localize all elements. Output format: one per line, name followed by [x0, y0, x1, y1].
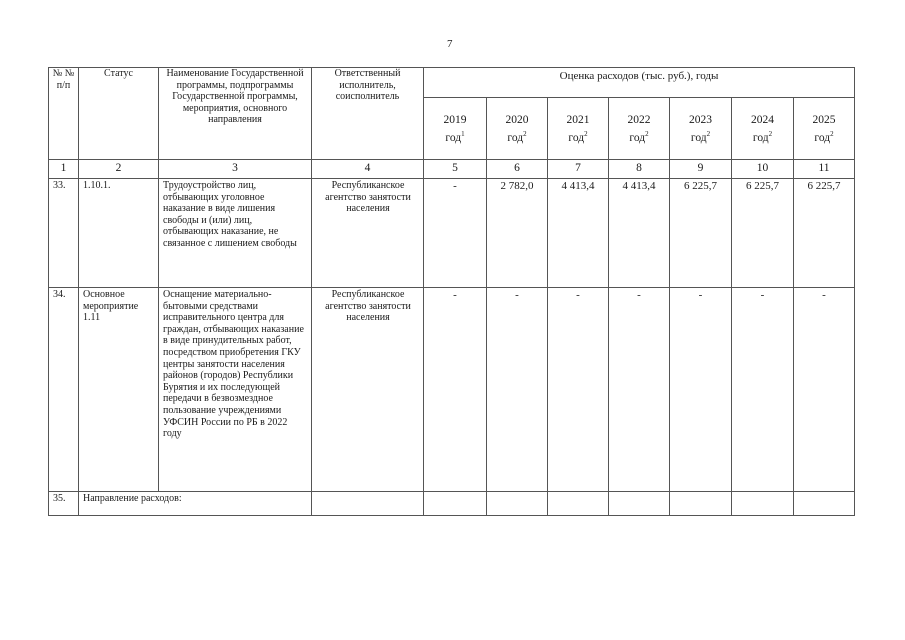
column-number: 10 — [732, 160, 794, 179]
column-number: 2 — [79, 160, 159, 179]
row-status: Направление расходов: — [79, 492, 312, 516]
header-executor: Ответственный исполнитель, соисполнитель — [312, 68, 424, 160]
row-executor: Республиканское агентство занятости населения — [312, 288, 424, 492]
row-number: 33. — [49, 179, 79, 288]
year-2022: 2022 год$^2$ — [609, 98, 670, 160]
value-2023: - — [670, 288, 732, 492]
empty-cell — [670, 492, 732, 516]
empty-cell — [312, 492, 424, 516]
value-2019: - — [424, 288, 487, 492]
row-status: 1.10.1. — [79, 179, 159, 288]
column-numbers-row — [49, 160, 855, 179]
year-2019: 2019 год$^1$ — [424, 98, 487, 160]
page-number: 7 — [447, 38, 453, 50]
table-row-35 — [49, 492, 855, 516]
table-row-33 — [49, 179, 855, 288]
column-number: 5 — [424, 160, 487, 179]
column-number: 1 — [49, 160, 79, 179]
empty-cell — [609, 492, 670, 516]
empty-cell — [794, 492, 855, 516]
empty-cell — [424, 492, 487, 516]
column-number: 11 — [794, 160, 855, 179]
header-row-top — [49, 68, 855, 98]
row-number: 35. — [49, 492, 79, 516]
value-2025: - — [794, 288, 855, 492]
value-2023: 6 225,7 — [670, 179, 732, 288]
value-2021: - — [548, 288, 609, 492]
row-number: 34. — [49, 288, 79, 492]
value-2022: 4 413,4 — [609, 179, 670, 288]
empty-cell — [487, 492, 548, 516]
column-number: 4 — [312, 160, 424, 179]
year-2025: 2025 год$^2$ — [794, 98, 855, 160]
column-number: 9 — [670, 160, 732, 179]
column-number: 7 — [548, 160, 609, 179]
row-executor: Республиканское агентство занятости населения — [312, 179, 424, 288]
value-2020: - — [487, 288, 548, 492]
value-2019: - — [424, 179, 487, 288]
header-num: № № п/п — [49, 68, 79, 160]
year-2024: 2024 год$^2$ — [732, 98, 794, 160]
column-number: 6 — [487, 160, 548, 179]
value-2025: 6 225,7 — [794, 179, 855, 288]
year-2021: 2021 год$^2$ — [548, 98, 609, 160]
header-expenses: Оценка расходов (тыс. руб.), годы — [424, 68, 855, 98]
empty-cell — [732, 492, 794, 516]
value-2020: 2 782,0 — [487, 179, 548, 288]
table-row-34 — [49, 288, 855, 492]
expense-table — [48, 67, 855, 516]
year-2023: 2023 год$^2$ — [670, 98, 732, 160]
year-2020: 2020 год$^2$ — [487, 98, 548, 160]
value-2021: 4 413,4 — [548, 179, 609, 288]
row-name: Трудоустройство лиц, отбывающих уголовное наказание в виде лишения свободы и (или) лиц, отбывающих наказание, не связанное с лишением свободы — [159, 179, 312, 288]
value-2024: 6 225,7 — [732, 179, 794, 288]
row-name: Оснащение материально-бытовыми средствами исправительного центра для граждан, отбывающих наказание в виде принудительных работ, посредством приобретения ГКУ центры занятости населения районов (городов) Республики Бурятия и их последующей передачи в безвозмездное пользование учреждениями УФСИН России по РБ в 2022 году — [159, 288, 312, 492]
value-2022: - — [609, 288, 670, 492]
row-status: Основное мероприятие 1.11 — [79, 288, 159, 492]
column-number: 8 — [609, 160, 670, 179]
header-status: Статус — [79, 68, 159, 160]
header-name: Наименование Государственной программы, подпрограммы Государственной программы, мероприятия, основного направления — [159, 68, 312, 160]
value-2024: - — [732, 288, 794, 492]
column-number: 3 — [159, 160, 312, 179]
empty-cell — [548, 492, 609, 516]
